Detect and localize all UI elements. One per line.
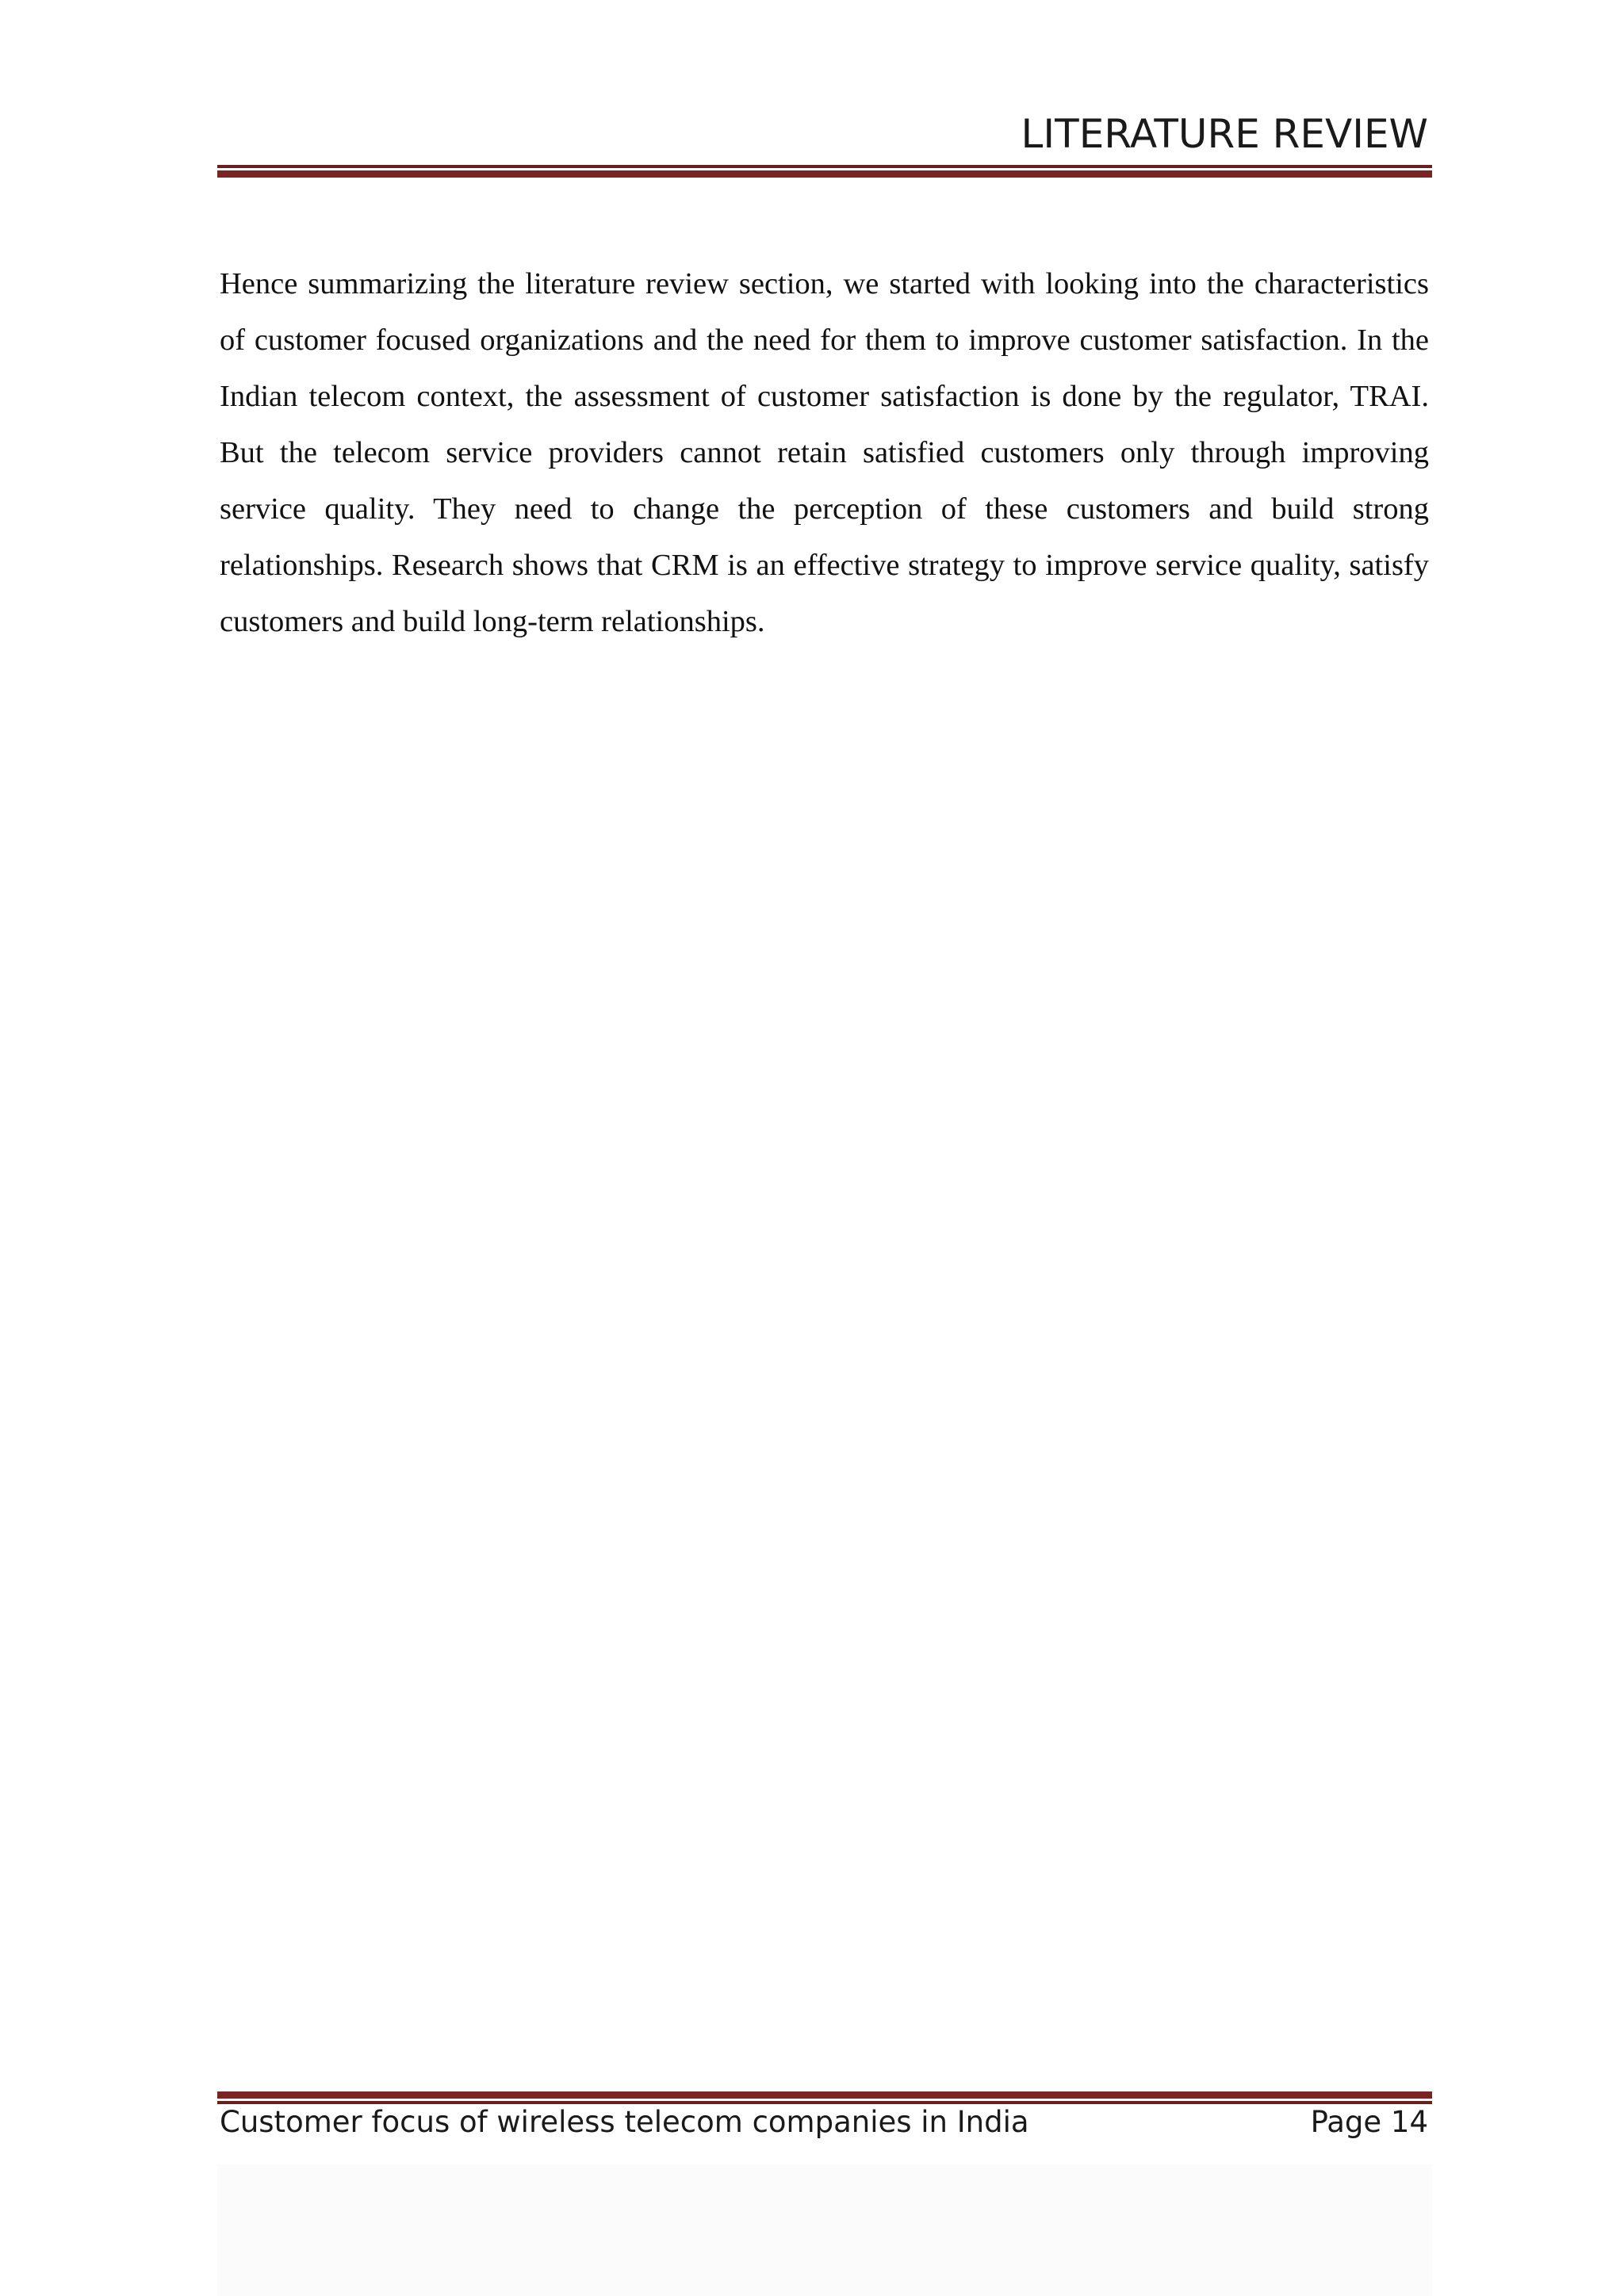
header-rule-thick [217, 170, 1432, 178]
footer-page-number: Page 14 [1310, 2105, 1428, 2139]
bottom-margin-shade [217, 2164, 1432, 2296]
footer-rule-thick [217, 2091, 1432, 2099]
running-header-title: LITERATURE REVIEW [1021, 111, 1428, 157]
body-paragraph: Hence summarizing the literature review section, we started with looking into the characteristics of customer focused organizations and the need for them to improve customer satisfaction. In the Indian telecom context, the assessment of customer satisfaction is done by the regulator, TRAI. But the telecom service providers cannot retain satisfied customers only through improving service quality. They need to change the perception of these customers and build strong relationships. Research shows that CRM is an effective strategy to improve service quality, satisfy customers and build long-term relationships. [220, 266, 1429, 638]
footer-document-title: Customer focus of wireless telecom companies in India [220, 2105, 1029, 2139]
footer-rule-thin [217, 2101, 1432, 2104]
header-rule-thin [217, 165, 1432, 168]
